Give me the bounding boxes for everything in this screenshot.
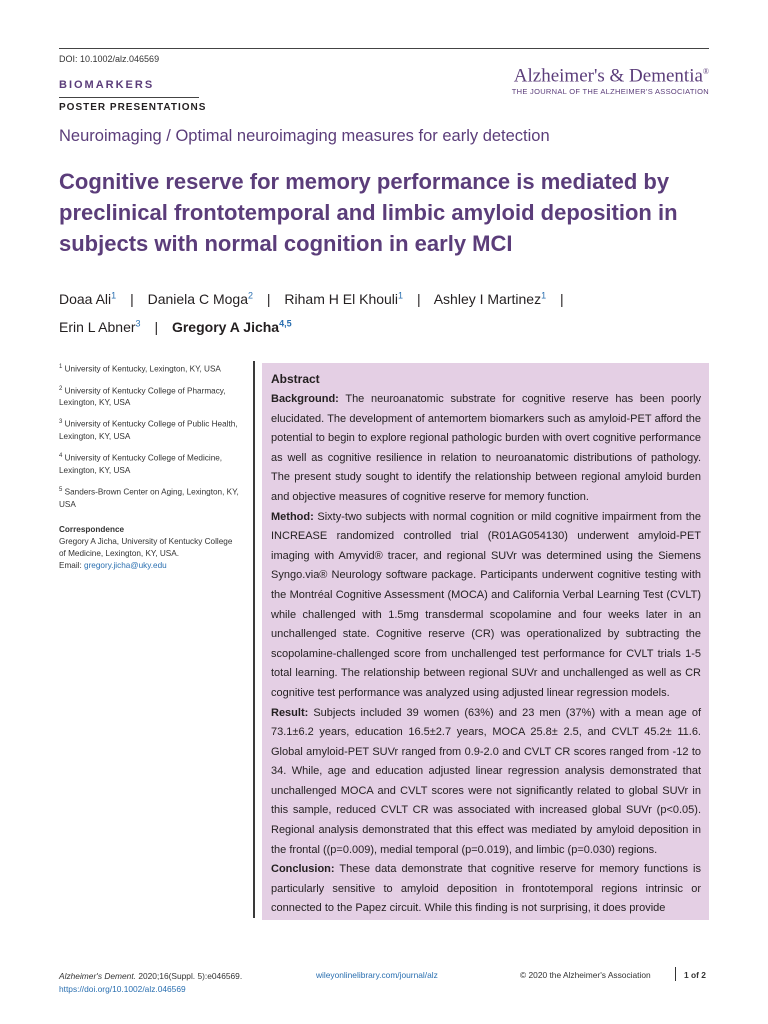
author-separator: | <box>154 319 159 336</box>
abstract-background: Background: The neuroanatomic substrate for cognitive reserve has been poorly elucidated. The development of antemortem biomarkers such as amyloid-PET afford the potential to begin to explore regional pathologic burden with overt cognitive performance as well as cognitive resilience in relation to neuroanatomic distributions of pathology. The present study sought to identify the relationship between regional amyloid burden and objective measures of cognitive reserve for memory function. <box>271 393 701 503</box>
abstract-method: Method: Sixty-two subjects with normal cognition or mild cognitive impairment from the INCREASE randomized controlled trial (R01AG054130) underwent amyloid-PET imaging with Amyvid® tracer, and regional SUVr was determined using the Siemens Syngo.via® Neurology software package. Participants underwent cognitive testing with the Montréal Cognitive Assessment (MOCA) and California Verbal Learning Test (CVLT) while challenged with 1.5mg transdermal scopolamine and four weeks later in an unchallenged state. Cognitive reserve (CR) was operationalized by subtracting the scopolamine-challenged score from unchallenged test performance for CVLT trials 1-5 total learning. The relationship between regional SUVr and unchallenged as well as CR cognitive test performance was analyzed using adjusted linear regression models. <box>271 510 701 699</box>
correspondence-text: Gregory A Jicha, University of Kentucky College of Medicine, Lexington, KY, USA. <box>59 536 233 558</box>
column-divider <box>253 361 255 918</box>
author-separator: | <box>266 290 271 307</box>
footer-citation: Alzheimer's Dement. 2020;16(Suppl. 5):e046569. https://doi.org/10.1002/alz.046569 <box>59 971 243 994</box>
author: Doaa Ali$^1$ <box>59 290 117 307</box>
abstract-heading: Abstract <box>271 372 320 386</box>
affiliation: $^2$ University of Kentucky College of Pharmacy, Lexington, KY, USA <box>59 385 226 408</box>
doi: DOI: 10.1002/alz.046569 <box>59 54 160 64</box>
journal-name: Alzheimer's & Dementia® <box>513 65 709 87</box>
footer-copyright: © 2020 the Alzheimer's Association <box>520 970 651 980</box>
author: Riham H El Khouli$^1$ <box>284 290 404 307</box>
author: Erin L Abner$^3$ <box>59 318 141 336</box>
author: Ashley I Martinez$^1$ <box>433 290 547 307</box>
correspondence-email: Email: gregory.jicha@uky.edu <box>59 560 167 570</box>
author: Daniela C Moga$^2$ <box>147 290 253 307</box>
affiliation: $^3$ University of Kentucky College of Public Health, Lexington, KY, USA <box>59 419 238 442</box>
corresponding-author: Gregory A Jicha$^{4,5}$ <box>171 318 292 336</box>
registered-mark: ® <box>702 67 709 76</box>
journal-logo <box>512 62 709 96</box>
author-separator: | <box>559 290 564 307</box>
subsection-label: POSTER PRESENTATIONS <box>59 102 207 113</box>
article-title: Cognitive reserve for memory performance is mediated by preclinical frontotemporal and limbic amyloid deposition in subjects with normal cognition in early MCI <box>59 169 678 256</box>
abstract-conclusion: Conclusion: These data demonstrate that cognitive reserve for memory functions is particularly sensitive to amyloid deposition in frontotemporal regions intrinsic or connected to the Papez circuit. While this finding is not surprising, it does provide <box>271 863 701 915</box>
affiliation: $^4$ University of Kentucky College of Medicine, Lexington, KY, USA <box>59 453 223 475</box>
affiliations-sidebar <box>59 361 241 572</box>
section-rule <box>59 97 199 98</box>
section-label: BIOMARKERS <box>59 79 155 91</box>
header-rule <box>59 48 709 49</box>
affiliation: $^1$ University of Kentucky, Lexington, KY, USA <box>59 364 221 374</box>
email-link[interactable]: gregory.jicha@uky.edu <box>84 560 167 570</box>
footer-website-link[interactable]: wileyonlinelibrary.com/journal/alz <box>316 970 438 980</box>
affiliation: $^5$ Sanders-Brown Center on Aging, Lexington, KY, USA <box>59 486 239 509</box>
page-number: 1 of 2 <box>684 970 706 980</box>
author-separator: | <box>130 290 134 307</box>
abstract-result: Result: Subjects included 39 women (63%) and 23 men (37%) with a mean age of 73.1±6.2 years, education 16.5±2.7 years, MOCA 25.8± 2.5, and CVLT 45.2± 11.6. Global amyloid-PET SUVr ranged from 0.9-2.0 and CVLT CR scores ranged from -12 to 34. While, age and education adjusted linear regression analysis demonstrated that unchallenged MOCA and CVLT scores were not significantly related to global SUVr in this sample, reduced CVLT CR was associated with increased global SUVr (p<0.05). Regional analysis demonstrated that this effect was mediated by amyloid deposition in the frontal ((p=0.009), medial temporal (p=0.019), and limbic (p=0.030) regions. <box>271 706 701 856</box>
author-list <box>59 283 709 340</box>
author-separator: | <box>416 290 421 307</box>
journal-subtitle: THE JOURNAL OF THE ALZHEIMER'S ASSOCIATION <box>511 87 709 97</box>
footer-divider <box>675 967 676 981</box>
abstract-box <box>262 363 709 920</box>
correspondence-heading: Correspondence <box>59 524 125 534</box>
article-category: Neuroimaging / Optimal neuroimaging measures for early detection <box>59 127 550 145</box>
footer-doi-link[interactable]: https://doi.org/10.1002/alz.046569 <box>59 984 186 994</box>
